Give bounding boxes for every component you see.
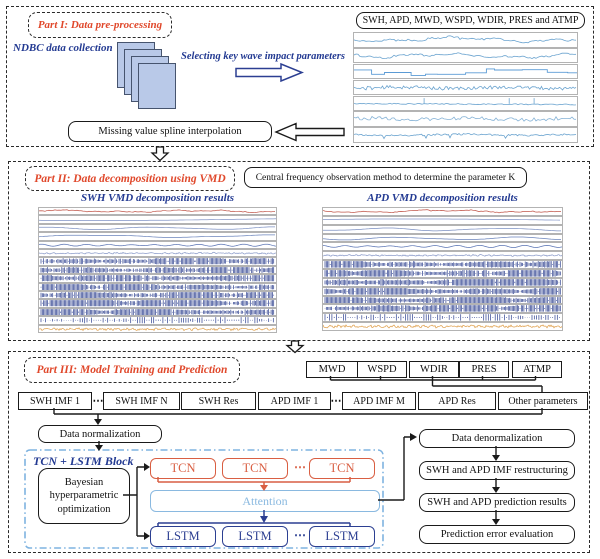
part3-title-chip <box>24 357 240 383</box>
part1-title: Part I: Data pre-processing <box>37 19 163 31</box>
input-box: SWH IMF N <box>103 392 180 410</box>
signal-strip <box>353 32 578 48</box>
part1-signal-panel <box>353 32 578 143</box>
input-row-dots: ⋯ <box>92 394 104 407</box>
part2-title: Part II: Data decomposition using VMD <box>34 172 226 185</box>
param-box-mwd: MWD <box>306 361 358 378</box>
signal-strip <box>353 111 578 127</box>
output-chain-box: Prediction error evaluation <box>419 525 575 544</box>
tcn-row-dots: ⋯ <box>294 460 306 474</box>
k-method-label: Central frequency observation method to determine the parameter K <box>255 172 516 183</box>
interpolation-box <box>68 121 272 142</box>
signal-strip <box>322 304 563 313</box>
signal-strip <box>322 207 563 216</box>
signal-strip <box>322 234 563 243</box>
signal-strip <box>38 283 277 291</box>
signal-strip <box>322 251 563 260</box>
input-box: SWH IMF 1 <box>18 392 92 410</box>
signal-strip <box>38 325 277 333</box>
signal-strip <box>353 64 578 80</box>
signal-strip <box>38 308 277 316</box>
signal-strip <box>353 80 578 96</box>
part3-title: Part III: Model Training and Prediction <box>36 364 228 376</box>
signal-strip <box>38 207 277 215</box>
data-normalization-label: Data normalization <box>59 428 141 440</box>
part1-title-chip <box>28 12 172 38</box>
signal-strip <box>38 224 277 232</box>
param-box-wspd: WSPD <box>357 361 407 378</box>
signal-strip <box>38 274 277 282</box>
signal-strip <box>353 48 578 64</box>
input-row-dots: ⋯ <box>330 394 342 407</box>
attention-box <box>150 490 380 512</box>
part1-to-part2-down-arrow-icon <box>152 147 168 161</box>
lstm-box: LSTM <box>222 526 288 547</box>
param-box-wdir: WDIR <box>409 361 459 378</box>
signal-strip <box>38 232 277 240</box>
apd-vmd-title: APD VMD decomposition results <box>367 192 518 204</box>
part2-title-chip <box>25 166 235 191</box>
data-normalization-box <box>38 425 162 443</box>
signal-strip <box>38 299 277 307</box>
signal-strip <box>38 291 277 299</box>
output-chain-box: Data denormalization <box>419 429 575 448</box>
output-chain-box: SWH and APD IMF restructuring <box>419 461 575 480</box>
signal-strip <box>322 322 563 331</box>
param-box-atmp: ATMP <box>512 361 562 378</box>
swh-vmd-title: SWH VMD decomposition results <box>80 192 235 204</box>
signal-strip <box>322 260 563 269</box>
selecting-label: Selecting key wave impact parameters <box>181 51 345 62</box>
signal-strip <box>322 278 563 287</box>
signals-title: SWH, APD, MWD, WSPD, WDIR, PRES and ATMP <box>362 15 579 26</box>
bayesian-box <box>38 468 130 524</box>
lstm-box: LSTM <box>309 526 375 547</box>
signal-strip <box>322 287 563 296</box>
lstm-box: LSTM <box>150 526 216 547</box>
signal-strip <box>38 316 277 324</box>
data-sheet-icon <box>138 63 176 109</box>
input-box: SWH Res <box>181 392 256 410</box>
signal-strip <box>322 313 563 322</box>
input-box: APD IMF 1 <box>258 392 331 410</box>
signal-strip <box>38 257 277 265</box>
signal-strip <box>38 266 277 274</box>
interpolation-label: Missing value spline interpolation <box>98 126 242 137</box>
signal-strip <box>322 296 563 305</box>
param-box-pres: PRES <box>459 361 509 378</box>
signal-strip <box>353 127 578 143</box>
tcn-lstm-block-title: TCN + LSTM Block <box>33 454 134 468</box>
output-chain-box: SWH and APD prediction results <box>419 493 575 512</box>
input-box: Other parameters <box>498 392 588 410</box>
input-box: APD IMF M <box>342 392 416 410</box>
signal-strip <box>322 216 563 225</box>
signal-strip <box>353 96 578 112</box>
attention-label: Attention <box>242 493 288 508</box>
tcn-box: TCN <box>150 458 216 479</box>
lstm-row-dots: ⋯ <box>294 528 306 542</box>
signal-strip <box>322 225 563 234</box>
tcn-box: TCN <box>222 458 288 479</box>
signal-strip <box>38 249 277 257</box>
signals-title-box <box>356 12 585 29</box>
signal-strip <box>322 269 563 278</box>
tcn-box: TCN <box>309 458 375 479</box>
apd-vmd-panel <box>322 207 563 331</box>
bayesian-label: Bayesian hyperparametric optimization <box>49 477 119 515</box>
signal-strip <box>38 241 277 249</box>
k-method-box <box>244 167 527 188</box>
signal-strip <box>322 242 563 251</box>
swh-vmd-panel <box>38 207 277 333</box>
input-box: APD Res <box>418 392 496 410</box>
signal-strip <box>38 215 277 223</box>
ndbc-label: NDBC data collection <box>13 42 113 54</box>
